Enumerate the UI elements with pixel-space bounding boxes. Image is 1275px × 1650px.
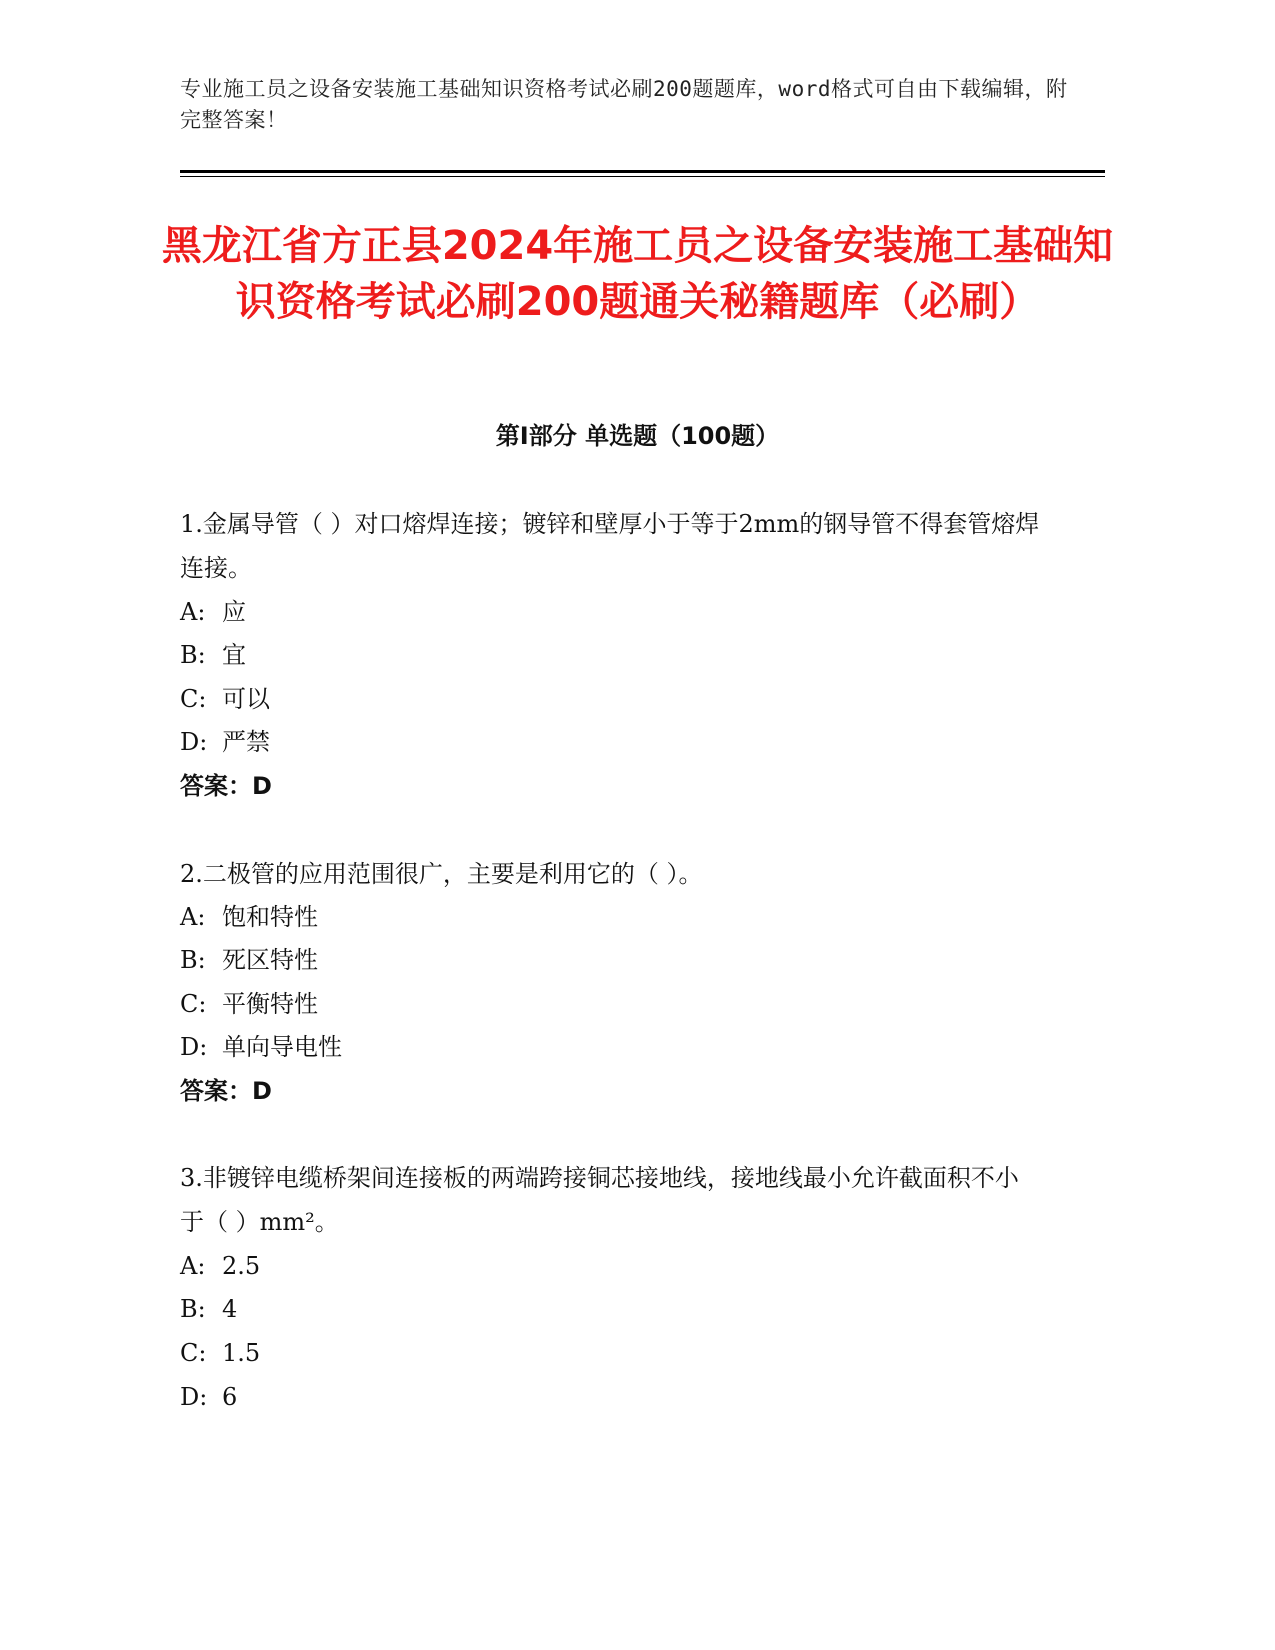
question-2-option-b [180, 938, 318, 982]
document-title: 黑龙江省方正县2024年施工员之设备安装施工基础知识资格考试必刷200题通关秘籍题库（必刷） [161, 223, 1114, 325]
option-text: 4 [222, 1295, 238, 1323]
option-text: 应 [222, 598, 246, 626]
option-key: B: [180, 641, 206, 669]
header-note: 专业施工员之设备安装施工基础知识资格考试必刷200题题库，word格式可自由下载编辑，附完整答案！ [180, 77, 1068, 132]
question-1-option-a [180, 590, 246, 634]
question-2-option-c [180, 982, 318, 1026]
question-3-option-d [180, 1375, 237, 1419]
option-text: 1.5 [222, 1339, 261, 1367]
option-text: 单向导电性 [222, 1033, 342, 1061]
option-key: D: [180, 728, 208, 756]
option-text: 可以 [222, 685, 270, 713]
option-key: B: [180, 946, 206, 974]
question-2-option-a [180, 895, 318, 939]
option-key: C: [180, 990, 207, 1018]
part-heading: 第I部分 单选题（100题） [495, 422, 780, 450]
option-text: 6 [222, 1383, 238, 1411]
question-2-option-d [180, 1025, 342, 1069]
header-rule-thick [180, 170, 1105, 173]
question-1-text: 1.金属导管（ ）对口熔焊连接；镀锌和壁厚小于等于2mm的钢导管不得套管熔焊连接。 [180, 510, 1040, 582]
option-key: B: [180, 1295, 206, 1323]
question-1-option-c [180, 677, 270, 721]
option-text: 宜 [222, 641, 246, 669]
option-key: A: [180, 598, 206, 626]
question-3-option-c [180, 1331, 260, 1375]
option-text: 2.5 [222, 1252, 261, 1280]
option-key: D: [180, 1383, 208, 1411]
option-key: A: [180, 1252, 206, 1280]
option-key: D: [180, 1033, 208, 1061]
option-text: 平衡特性 [222, 990, 318, 1018]
question-1-option-d [180, 720, 270, 764]
question-3-option-b [180, 1287, 237, 1331]
question-3-option-a [180, 1244, 260, 1288]
question-3-text: 3.非镀锌电缆桥架间连接板的两端跨接铜芯接地线，接地线最小允许截面积不小于（ ）mm²。 [180, 1164, 1019, 1236]
option-key: A: [180, 903, 206, 931]
option-text: 严禁 [222, 728, 270, 756]
option-text: 饱和特性 [222, 903, 318, 931]
header-rule-thin [180, 176, 1105, 177]
question-2-answer: 答案：D [180, 1077, 272, 1105]
option-key: C: [180, 685, 207, 713]
option-key: C: [180, 1339, 207, 1367]
question-1-option-b [180, 633, 246, 677]
question-1-answer: 答案：D [180, 772, 272, 800]
question-2-text: 2.二极管的应用范围很广，主要是利用它的（ ）。 [180, 860, 703, 888]
option-text: 死区特性 [222, 946, 318, 974]
